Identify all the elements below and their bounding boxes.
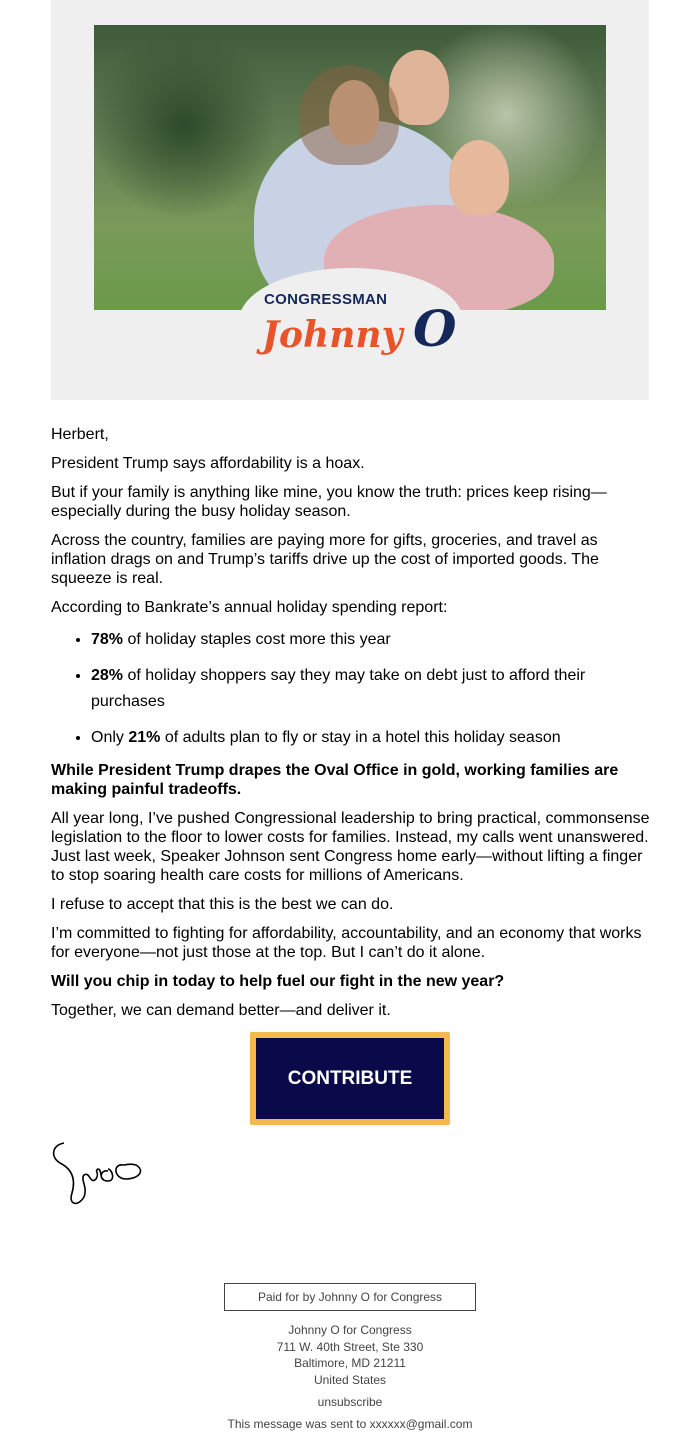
sent-to-notice: This message was sent to xxxxxx@gmail.com	[227, 1417, 473, 1431]
closing: Together, we can demand better—and deliver it.	[51, 1002, 391, 1019]
contribute-button-label[interactable]: CONTRIBUTE	[256, 1038, 444, 1119]
paragraph: I’m committed to fighting for affordability, accountability, and an economy that works for everyone—not just those at the top. But I can’t do it alone.	[51, 925, 642, 961]
signature	[50, 1135, 160, 1210]
paragraph: President Trump says affordability is a hoax.	[51, 455, 365, 472]
logo-initial: O	[413, 299, 457, 358]
header-banner	[51, 0, 649, 400]
footer-address: Johnny O for Congress 711 W. 40th Street, Ste 330 Baltimore, MD 21211 United States	[276, 1323, 424, 1387]
logo-congressman: CONGRESSMAN	[264, 291, 388, 308]
paid-for-disclaimer: Paid for by Johnny O for Congress	[224, 1283, 476, 1311]
paragraph: All year long, I’ve pushed Congressional leadership to bring practical, commonsense legislation to the floor to lower costs for families. Instead, my calls went unanswered. Just last week, Speaker Johnson sent Congress home early—without lifting a finger to stop soaring health care costs for millions of Americans.	[51, 810, 650, 884]
list-item: • Only 21% of adults plan to fly or stay in a hotel this holiday season	[91, 725, 651, 751]
list-item: • 78% of holiday staples cost more this year	[91, 627, 651, 653]
ask: Will you chip in today to help fuel our fight in the new year?	[51, 973, 505, 990]
logo-name: Johnny	[262, 314, 403, 356]
paragraph: I refuse to accept that this is the best we can do.	[51, 896, 394, 913]
contribute-button[interactable]	[250, 1032, 450, 1125]
paragraph: But if your family is anything like mine, you know the truth: prices keep rising—especially during the busy holiday season.	[51, 484, 607, 520]
stats-list	[51, 627, 651, 751]
list-item: • 28% of holiday shoppers say they may take on debt just to afford their purchases	[91, 663, 651, 715]
paragraph: Across the country, families are paying more for gifts, groceries, and travel as inflation drags on and Trump’s tariffs drive up the cost of imported goods. The squeeze is real.	[51, 532, 599, 587]
bold-statement: While President Trump drapes the Oval Office in gold, working families are making painful tradeoffs.	[51, 762, 619, 798]
greeting: Herbert,	[51, 426, 109, 443]
unsubscribe-link[interactable]: unsubscribe	[317, 1395, 383, 1409]
paragraph: According to Bankrate’s annual holiday spending report:	[51, 599, 448, 616]
email-body	[51, 425, 651, 1210]
